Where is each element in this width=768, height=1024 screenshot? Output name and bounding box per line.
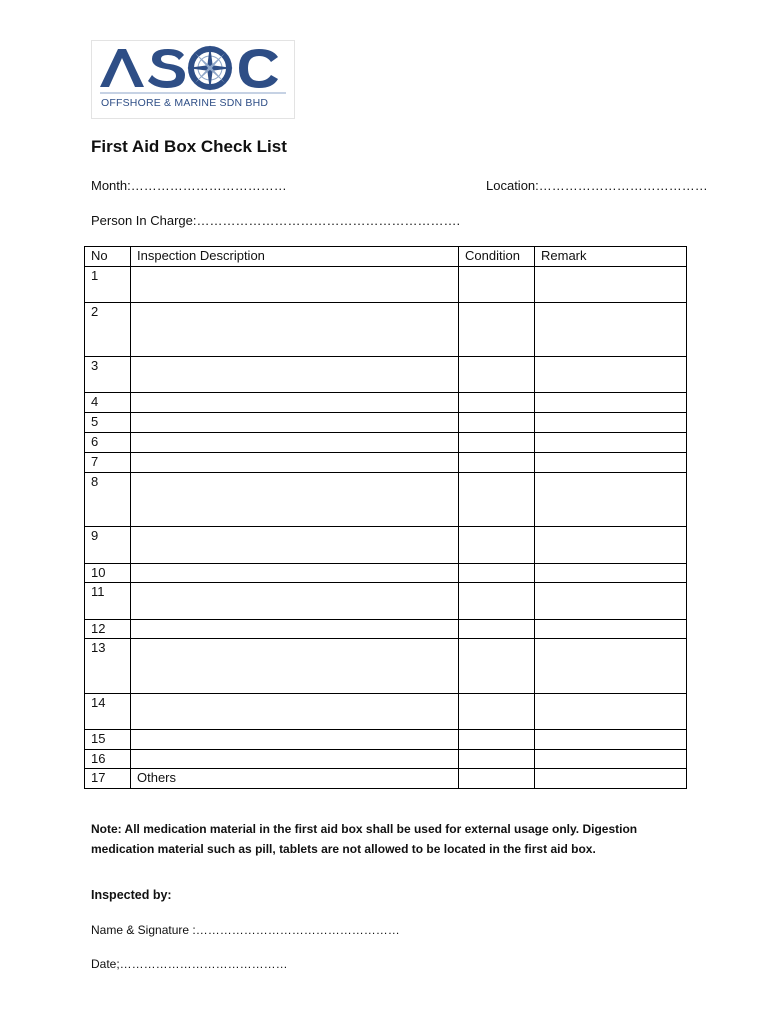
table-row — [85, 730, 687, 750]
cell-no: 7 — [85, 453, 131, 473]
cell-description[interactable] — [131, 357, 459, 393]
cell-description[interactable] — [131, 433, 459, 453]
cell-description[interactable] — [131, 473, 459, 527]
header-no: No — [85, 247, 131, 267]
date-field: Date;…………………………………… — [91, 957, 288, 971]
cell-description[interactable] — [131, 527, 459, 564]
cell-no: 12 — [85, 620, 131, 639]
cell-remark[interactable] — [535, 583, 687, 620]
cell-no: 8 — [85, 473, 131, 527]
cell-no: 17 — [85, 769, 131, 789]
cell-condition[interactable] — [459, 357, 535, 393]
cell-no: 5 — [85, 413, 131, 433]
cell-description[interactable] — [131, 393, 459, 413]
cell-condition[interactable] — [459, 527, 535, 564]
cell-condition[interactable] — [459, 639, 535, 694]
table-row — [85, 620, 687, 639]
cell-remark[interactable] — [535, 527, 687, 564]
cell-description[interactable] — [131, 303, 459, 357]
asoc-logo-graphic — [92, 41, 294, 97]
cell-condition[interactable] — [459, 393, 535, 413]
table-row — [85, 583, 687, 620]
cell-remark[interactable] — [535, 639, 687, 694]
cell-condition[interactable] — [459, 433, 535, 453]
table-row — [85, 473, 687, 527]
cell-no: 11 — [85, 583, 131, 620]
cell-no: 13 — [85, 639, 131, 694]
cell-condition[interactable] — [459, 473, 535, 527]
cell-remark[interactable] — [535, 453, 687, 473]
table-row — [85, 769, 687, 789]
cell-description[interactable] — [131, 267, 459, 303]
table-row — [85, 357, 687, 393]
cell-remark[interactable] — [535, 433, 687, 453]
table-body — [85, 267, 687, 789]
cell-no: 16 — [85, 750, 131, 769]
cell-condition[interactable] — [459, 583, 535, 620]
cell-condition[interactable] — [459, 303, 535, 357]
cell-remark[interactable] — [535, 769, 687, 789]
page-title: First Aid Box Check List — [91, 137, 287, 156]
table-row — [85, 639, 687, 694]
cell-condition[interactable] — [459, 267, 535, 303]
cell-description[interactable] — [131, 413, 459, 433]
table-row — [85, 527, 687, 564]
logo-tagline: OFFSHORE & MARINE SDN BHD — [101, 97, 269, 109]
cell-condition[interactable] — [459, 564, 535, 583]
table-row — [85, 267, 687, 303]
cell-condition[interactable] — [459, 750, 535, 769]
cell-description[interactable] — [131, 694, 459, 730]
cell-no: 9 — [85, 527, 131, 564]
table-row — [85, 694, 687, 730]
cell-no: 6 — [85, 433, 131, 453]
cell-remark[interactable] — [535, 303, 687, 357]
header-remark: Remark — [535, 247, 687, 267]
cell-condition[interactable] — [459, 453, 535, 473]
cell-remark[interactable] — [535, 564, 687, 583]
cell-remark[interactable] — [535, 620, 687, 639]
cell-remark[interactable] — [535, 694, 687, 730]
table-row — [85, 413, 687, 433]
inspected-by-label: Inspected by: — [91, 888, 172, 902]
header-inspection-description: Inspection Description — [131, 247, 459, 267]
cell-description[interactable] — [131, 620, 459, 639]
cell-remark[interactable] — [535, 750, 687, 769]
table-row — [85, 564, 687, 583]
cell-condition[interactable] — [459, 730, 535, 750]
inspection-table — [84, 246, 687, 789]
table-row — [85, 303, 687, 357]
name-signature-field: Name & Signature :…………………………………………… — [91, 923, 400, 937]
table-row — [85, 750, 687, 769]
cell-remark[interactable] — [535, 357, 687, 393]
note-text: Note: All medication material in the first aid box shall be used for external usage only. Digestion medication material such as pill, tablets are not allowed to be located in the first aid box. — [91, 822, 638, 856]
company-logo — [91, 40, 295, 119]
cell-description[interactable] — [131, 564, 459, 583]
cell-no: 3 — [85, 357, 131, 393]
cell-condition[interactable] — [459, 413, 535, 433]
cell-condition[interactable] — [459, 769, 535, 789]
table-row — [85, 453, 687, 473]
cell-no: 4 — [85, 393, 131, 413]
month-field: Month:……………………………… — [91, 178, 287, 193]
cell-description[interactable] — [131, 750, 459, 769]
table-header-row — [85, 247, 687, 267]
cell-condition[interactable] — [459, 694, 535, 730]
cell-remark[interactable] — [535, 413, 687, 433]
cell-description[interactable] — [131, 583, 459, 620]
cell-remark[interactable] — [535, 730, 687, 750]
table-row — [85, 393, 687, 413]
cell-description[interactable] — [131, 453, 459, 473]
cell-remark[interactable] — [535, 267, 687, 303]
cell-condition[interactable] — [459, 620, 535, 639]
cell-description[interactable]: Others — [131, 769, 459, 789]
cell-description[interactable] — [131, 639, 459, 694]
cell-remark[interactable] — [535, 393, 687, 413]
table-row — [85, 433, 687, 453]
location-field: Location:………………………………… — [486, 178, 708, 193]
cell-description[interactable] — [131, 730, 459, 750]
cell-no: 15 — [85, 730, 131, 750]
cell-no: 10 — [85, 564, 131, 583]
cell-remark[interactable] — [535, 473, 687, 527]
cell-no: 2 — [85, 303, 131, 357]
cell-no: 1 — [85, 267, 131, 303]
person-in-charge-field: Person In Charge:……………………………………………………. — [91, 213, 461, 228]
cell-no: 14 — [85, 694, 131, 730]
header-condition: Condition — [459, 247, 535, 267]
